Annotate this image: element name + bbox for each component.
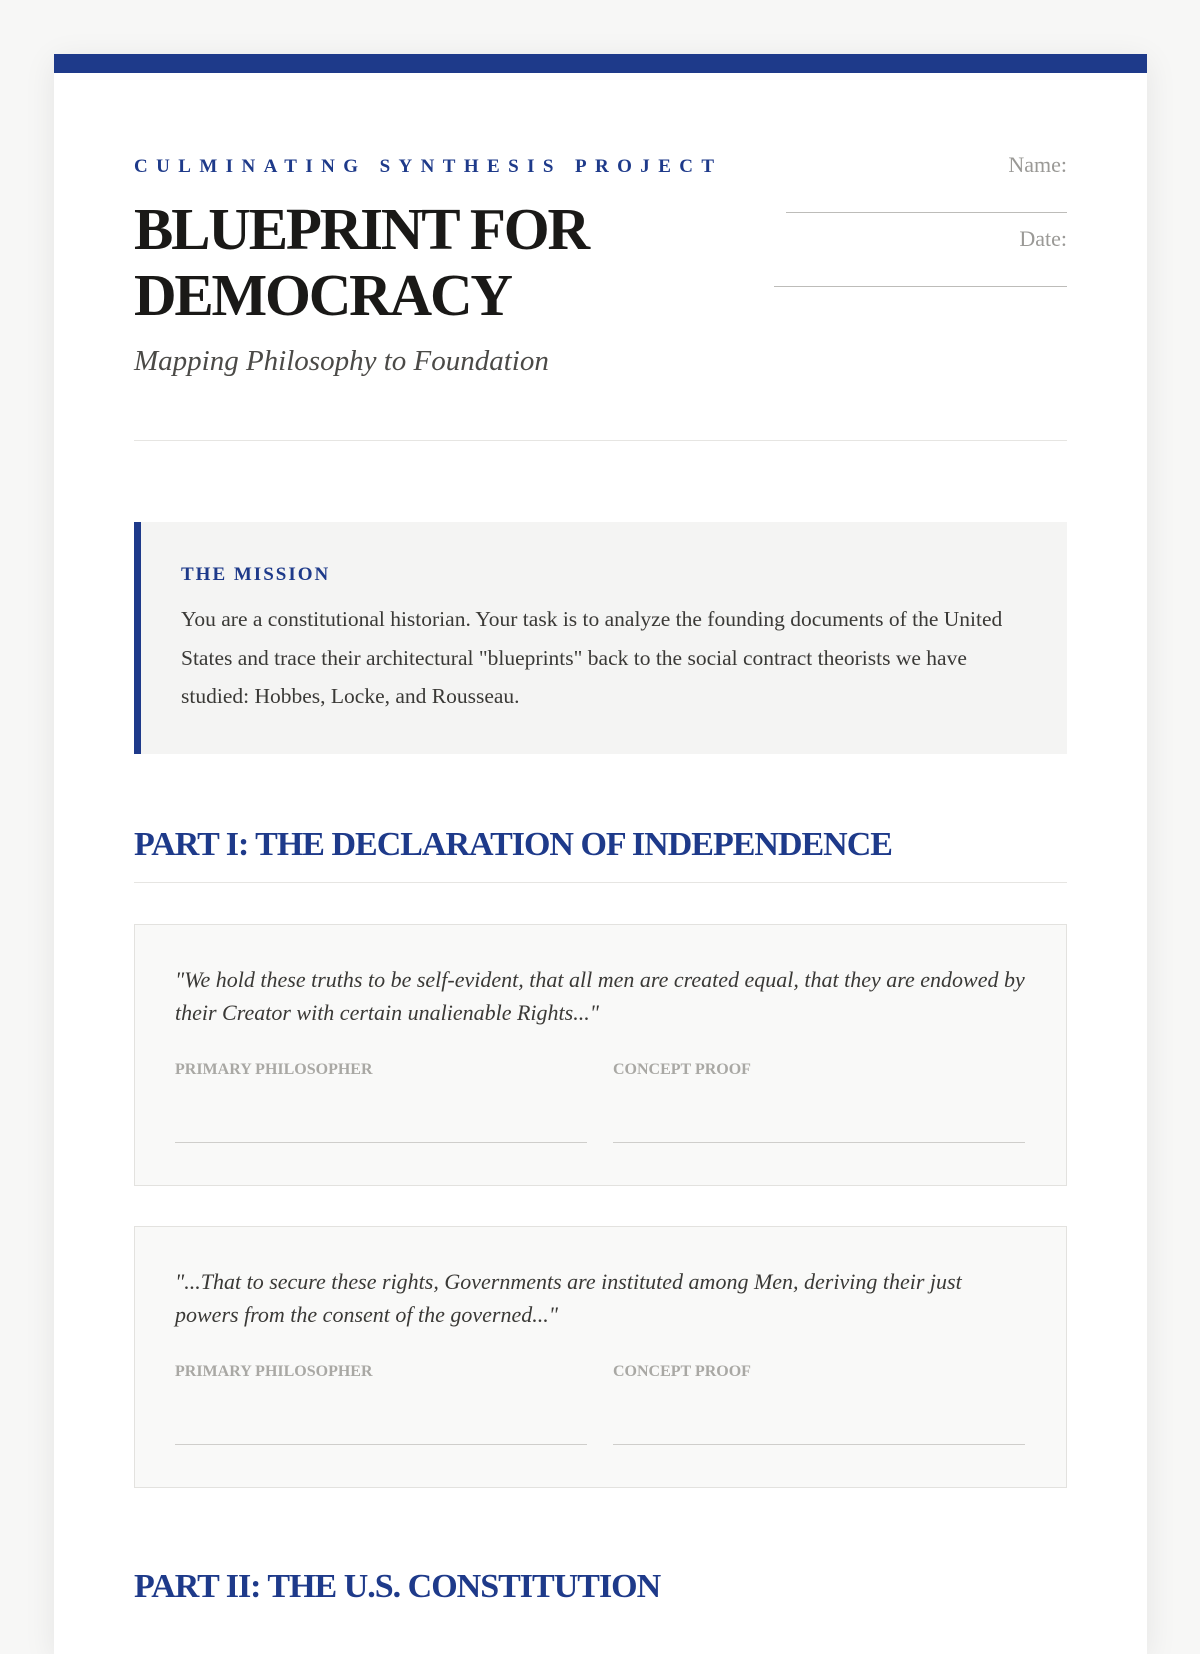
accent-top-bar xyxy=(54,54,1147,73)
part-1-heading: PART I: THE DECLARATION OF INDEPENDENCE xyxy=(134,826,892,863)
quote-card-2 xyxy=(134,1226,1067,1488)
page-subtitle: Mapping Philosophy to Foundation xyxy=(134,345,549,377)
primary-philosopher-label: PRIMARY PHILOSOPHER xyxy=(175,1061,373,1078)
date-field[interactable] xyxy=(774,286,1067,287)
primary-philosopher-field[interactable] xyxy=(175,1444,587,1445)
part-2-heading: PART II: THE U.S. CONSTITUTION xyxy=(134,1568,661,1605)
quote-card-1 xyxy=(134,924,1067,1186)
mission-title: THE MISSION xyxy=(181,564,331,585)
date-label: Date: xyxy=(1019,226,1067,251)
project-kicker: CULMINATING SYNTHESIS PROJECT xyxy=(134,156,723,177)
primary-philosopher-label: PRIMARY PHILOSOPHER xyxy=(175,1363,373,1380)
header-divider xyxy=(134,440,1067,441)
name-label: Name: xyxy=(1008,152,1067,177)
name-field[interactable] xyxy=(786,212,1067,213)
quote-text: "We hold these truths to be self-evident, that all men are created equal, that they are endowed by their Creator with certain unalienable Rights..." xyxy=(175,967,1025,1025)
page-title: BLUEPRINT FOR DEMOCRACY xyxy=(134,196,588,328)
concept-proof-label: CONCEPT PROOF xyxy=(613,1061,751,1078)
worksheet-page xyxy=(54,54,1147,1654)
part-1-divider xyxy=(134,882,1067,883)
mission-box xyxy=(134,522,1067,754)
concept-proof-field[interactable] xyxy=(613,1142,1025,1143)
concept-proof-field[interactable] xyxy=(613,1444,1025,1445)
primary-philosopher-field[interactable] xyxy=(175,1142,587,1143)
quote-text: "...That to secure these rights, Governments are instituted among Men, deriving their just powers from the consent of the governed..." xyxy=(175,1269,962,1327)
concept-proof-label: CONCEPT PROOF xyxy=(613,1363,751,1380)
mission-text: You are a constitutional historian. Your task is to analyze the founding documents of the United States and trace their architectural "blueprints" back to the social contract theorists we have studied: Hobbes, Locke, and Rousseau. xyxy=(181,607,1003,708)
